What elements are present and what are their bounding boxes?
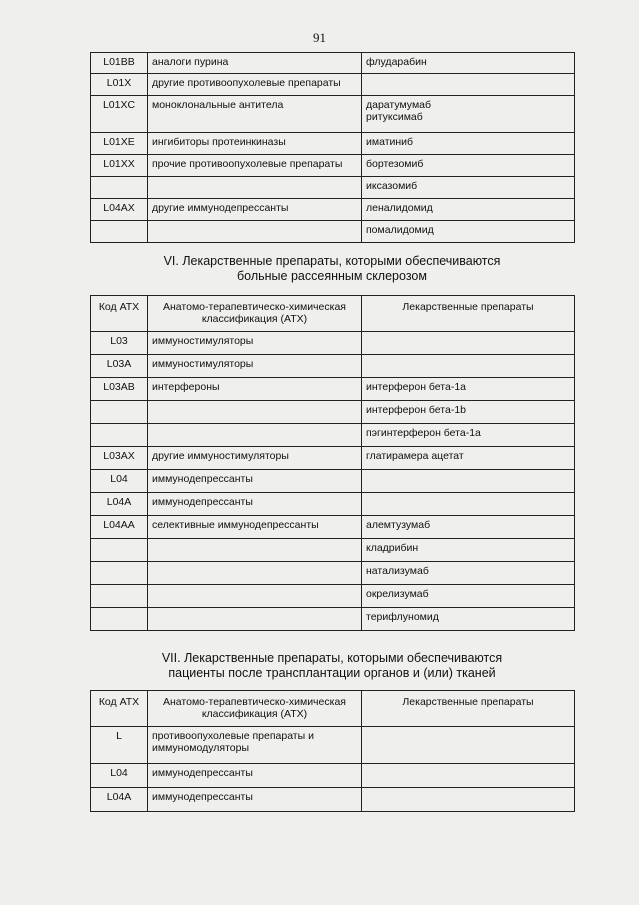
atc-code-cell: L04A bbox=[91, 493, 148, 516]
page-number: 91 bbox=[313, 30, 326, 45]
classification-cell bbox=[148, 585, 362, 608]
section-6-heading-line-2: больные рассеянным склерозом bbox=[237, 269, 427, 283]
atc-code-cell bbox=[91, 585, 148, 608]
table-row bbox=[91, 221, 575, 243]
table-row bbox=[91, 764, 575, 788]
atc-code-cell: L01XC bbox=[91, 96, 148, 133]
classification-cell: другие иммуностимуляторы bbox=[148, 447, 362, 470]
classification-cell: противоопухолевые препараты и иммуномодуляторы bbox=[148, 727, 362, 764]
drug-cell: окрелизумаб bbox=[362, 585, 575, 608]
atc-code-cell: L01XX bbox=[91, 155, 148, 177]
atc-code-cell: L bbox=[91, 727, 148, 764]
table-row bbox=[91, 96, 575, 133]
atc-code-cell: L01X bbox=[91, 74, 148, 96]
drug-cell bbox=[362, 355, 575, 378]
atc-code-cell: L04AX bbox=[91, 199, 148, 221]
classification-cell bbox=[148, 562, 362, 585]
classification-cell: иммунодепрессанты bbox=[148, 788, 362, 812]
transplant-drug-table bbox=[90, 690, 575, 812]
classification-cell: иммуностимуляторы bbox=[148, 355, 362, 378]
atc-code-cell: L03A bbox=[91, 355, 148, 378]
atc-code-cell: L04A bbox=[91, 788, 148, 812]
table-row bbox=[91, 447, 575, 470]
table-row bbox=[91, 401, 575, 424]
drug-cell bbox=[362, 470, 575, 493]
header-drugs: Лекарственные препараты bbox=[362, 691, 575, 727]
atc-code-cell bbox=[91, 221, 148, 243]
classification-cell bbox=[148, 221, 362, 243]
table-row bbox=[91, 199, 575, 221]
classification-cell bbox=[148, 608, 362, 631]
multiple-sclerosis-drug-table bbox=[90, 295, 575, 631]
header-code: Код АТХ bbox=[91, 296, 148, 332]
atc-code-cell: L04AA bbox=[91, 516, 148, 539]
table-row bbox=[91, 727, 575, 764]
table-row bbox=[91, 562, 575, 585]
classification-cell: интерфероны bbox=[148, 378, 362, 401]
header-code: Код АТХ bbox=[91, 691, 148, 727]
table-header-row bbox=[91, 296, 575, 332]
classification-cell: селективные иммунодепрессанты bbox=[148, 516, 362, 539]
classification-cell bbox=[148, 177, 362, 199]
table-row bbox=[91, 493, 575, 516]
drug-cell: интерферон бета-1a bbox=[362, 378, 575, 401]
table-row bbox=[91, 788, 575, 812]
header-classification: Анатомо-терапевтическо-химическая классификация (АТХ) bbox=[148, 691, 362, 727]
drug-cell: пэгинтерферон бета-1a bbox=[362, 424, 575, 447]
table-row bbox=[91, 355, 575, 378]
table-row bbox=[91, 332, 575, 355]
section-7-heading-line-1: VII. Лекарственные препараты, которыми обеспечиваются bbox=[161, 651, 503, 665]
drug-cell bbox=[362, 74, 575, 96]
atc-code-cell: L03AX bbox=[91, 447, 148, 470]
table-row bbox=[91, 470, 575, 493]
table-row bbox=[91, 539, 575, 562]
drug-cell: даратумумаб ритуксимаб bbox=[362, 96, 575, 133]
drug-cell: иматиниб bbox=[362, 133, 575, 155]
atc-code-cell: L03 bbox=[91, 332, 148, 355]
atc-code-cell: L04 bbox=[91, 470, 148, 493]
classification-cell: аналоги пурина bbox=[148, 53, 362, 74]
atc-code-cell bbox=[91, 177, 148, 199]
header-classification: Анатомо-терапевтическо-химическая классификация (АТХ) bbox=[148, 296, 362, 332]
drug-cell: кладрибин bbox=[362, 539, 575, 562]
atc-code-cell: L01XE bbox=[91, 133, 148, 155]
section-6-heading-line-1: VI. Лекарственные препараты, которыми обеспечиваются bbox=[163, 254, 501, 268]
atc-code-cell: L01BB bbox=[91, 53, 148, 74]
atc-code-cell: L03AB bbox=[91, 378, 148, 401]
table-header-row bbox=[91, 691, 575, 727]
drug-cell: интерферон бета-1b bbox=[362, 401, 575, 424]
drug-cell: натализумаб bbox=[362, 562, 575, 585]
drug-cell bbox=[362, 493, 575, 516]
drug-cell bbox=[362, 788, 575, 812]
drug-cell: глатирамера ацетат bbox=[362, 447, 575, 470]
classification-cell bbox=[148, 539, 362, 562]
drug-cell bbox=[362, 332, 575, 355]
atc-code-cell bbox=[91, 401, 148, 424]
table-row bbox=[91, 378, 575, 401]
classification-cell: иммунодепрессанты bbox=[148, 764, 362, 788]
atc-code-cell bbox=[91, 608, 148, 631]
classification-cell: иммуностимуляторы bbox=[148, 332, 362, 355]
drug-cell: леналидомид bbox=[362, 199, 575, 221]
drug-cell bbox=[362, 727, 575, 764]
drug-cell: бортезомиб bbox=[362, 155, 575, 177]
table-row bbox=[91, 516, 575, 539]
atc-code-cell bbox=[91, 424, 148, 447]
drug-cell: иксазомиб bbox=[362, 177, 575, 199]
table-row bbox=[91, 74, 575, 96]
drug-cell: помалидомид bbox=[362, 221, 575, 243]
table-row bbox=[91, 133, 575, 155]
classification-cell: ингибиторы протеинкиназы bbox=[148, 133, 362, 155]
classification-cell: другие противоопухолевые препараты bbox=[148, 74, 362, 96]
table-row bbox=[91, 585, 575, 608]
atc-code-cell: L04 bbox=[91, 764, 148, 788]
section-7-heading-line-2: пациенты после трансплантации органов и (или) тканей bbox=[168, 666, 496, 680]
classification-cell: иммунодепрессанты bbox=[148, 493, 362, 516]
drug-cell: терифлуномид bbox=[362, 608, 575, 631]
classification-cell bbox=[148, 424, 362, 447]
drug-cell: флударабин bbox=[362, 53, 575, 74]
table-row bbox=[91, 155, 575, 177]
table-row bbox=[91, 53, 575, 74]
classification-cell: другие иммунодепрессанты bbox=[148, 199, 362, 221]
atc-code-cell bbox=[91, 539, 148, 562]
drug-cell bbox=[362, 764, 575, 788]
classification-cell bbox=[148, 401, 362, 424]
atc-code-cell bbox=[91, 562, 148, 585]
section-6-heading bbox=[90, 254, 574, 284]
table-row bbox=[91, 608, 575, 631]
section-7-heading bbox=[90, 651, 574, 681]
drug-table-continued bbox=[90, 52, 575, 243]
classification-cell: моноклональные антитела bbox=[148, 96, 362, 133]
drug-cell: алемтузумаб bbox=[362, 516, 575, 539]
header-drugs: Лекарственные препараты bbox=[362, 296, 575, 332]
table-row bbox=[91, 177, 575, 199]
classification-cell: прочие противоопухолевые препараты bbox=[148, 155, 362, 177]
classification-cell: иммунодепрессанты bbox=[148, 470, 362, 493]
table-row bbox=[91, 424, 575, 447]
